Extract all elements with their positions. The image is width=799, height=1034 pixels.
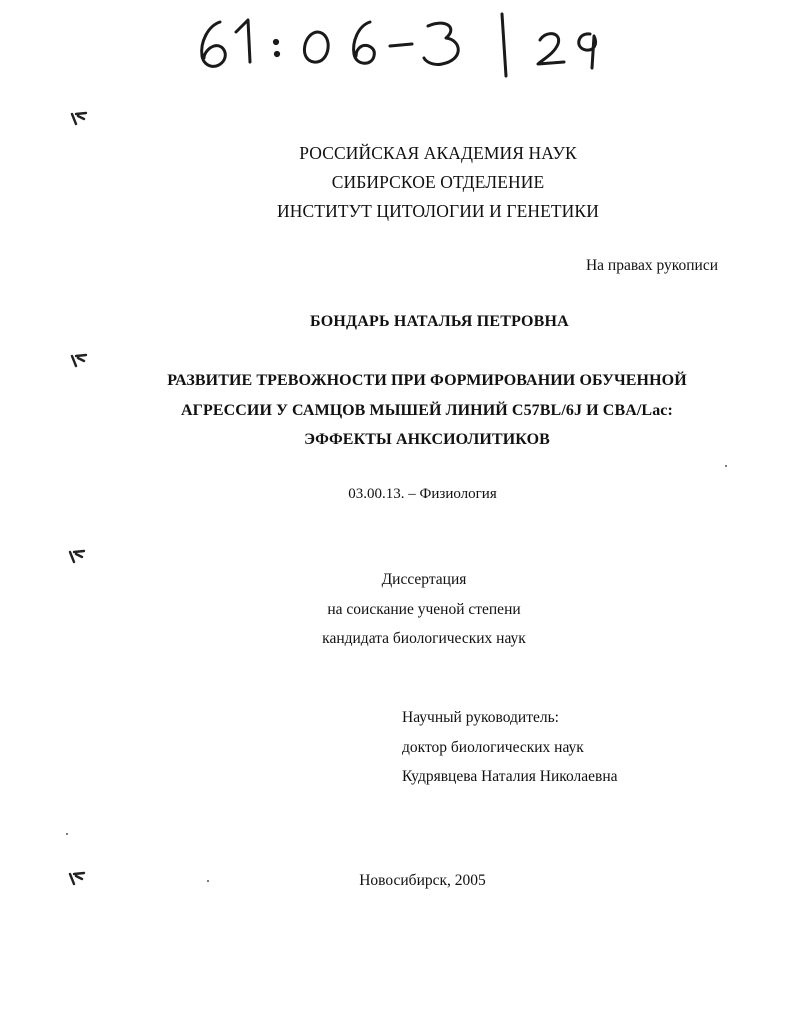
degree-line: Диссертация [381,571,467,588]
scan-speck [725,465,727,467]
rights-note: На правах рукописи [585,257,718,274]
organization-line: РОССИЙСКАЯ АКАДЕМИЯ НАУК [299,143,577,163]
supervisor-line: Научный руководитель: [402,709,559,726]
margin-punch-mark [68,548,86,564]
degree-line: на соискание ученой степени [327,600,521,618]
title-line: ЭФФЕКТЫ АНКСИОЛИТИКОВ [304,431,550,448]
organization-line: СИБИРСКОЕ ОТДЕЛЕНИЕ [331,172,545,192]
city-year: Новосибирск, 2005 [359,872,486,889]
title-line: АГРЕССИИ У САМЦОВ МЫШЕЙ ЛИНИЙ C57BL/6J И CBA/Lac: [181,401,673,419]
degree-statement [24,565,799,654]
title-line: РАЗВИТИЕ ТРЕВОЖНОСТИ ПРИ ФОРМИРОВАНИИ ОБУЧЕННОЙ [167,372,687,389]
specialty-code: 03.00.13. – Физиология [348,486,497,502]
scan-speck [66,833,68,835]
author-name: БОНДАРЬ НАТАЛЬЯ ПЕТРОВНА [310,313,569,330]
organization-header [38,139,799,226]
supervisor-line: доктор биологических наук [402,738,584,756]
supervisor-line: Кудрявцева Наталия Николаевна [402,768,618,785]
organization-line: ИНСТИТУТ ЦИТОЛОГИИ И ГЕНЕТИКИ [277,201,599,221]
margin-punch-mark [70,110,88,126]
supervisor-block [402,703,618,792]
handwritten-archive-number [190,4,620,84]
degree-line: кандидата биологических наук [322,630,526,647]
handwritten-number-drawing [190,4,620,84]
dissertation-title [27,366,799,455]
